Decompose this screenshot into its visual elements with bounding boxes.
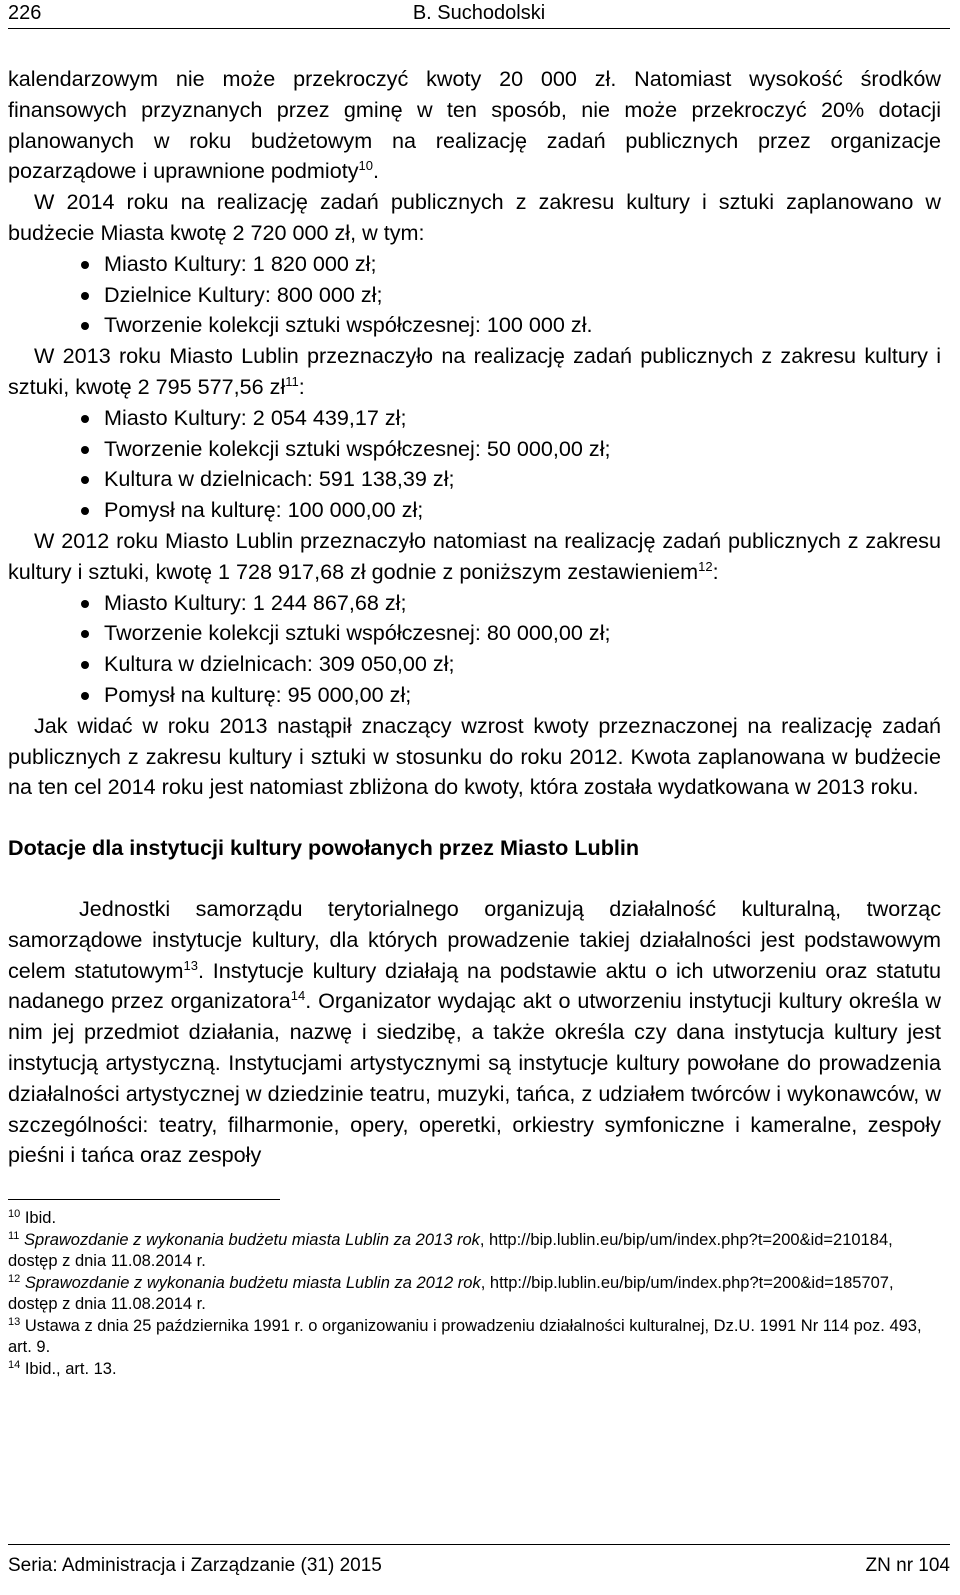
paragraph-2014: W 2014 roku na realizację zadań publicznych z zakresu kultury i sztuki zaplanowano w budżecie Miasta kwotę 2 720 000 zł, w tym: (8, 189, 941, 245)
footnote-separator (8, 1199, 280, 1200)
footnote-number: 12 (8, 1272, 21, 1285)
footnote-ref[interactable]: 11 (285, 373, 299, 389)
list-2014 (8, 249, 941, 341)
issue-label: ZN nr 104 (865, 1555, 950, 1576)
paragraph-2012: W 2012 roku Miasto Lublin przeznaczyło natomiast na realizację zadań publicznych z zakresu kultury i sztuki, kwotę 1 728 917,68 zł godnie z poniższym zestawieniem$^{12}$: (8, 527, 941, 584)
footnote-ref[interactable]: 14 (290, 988, 306, 1004)
running-author: B. Suchodolski (412, 2, 546, 24)
list-2013 (8, 403, 941, 526)
list-item: Tworzenie kolekcji sztuki współczesnej: 50 000,00 zł; (8, 434, 941, 465)
footnote-ref[interactable]: 10 (358, 158, 373, 174)
footnote: $^{12}$ Sprawozdanie z wykonania budżetu miasta Lublin za 2012 rok, http://bip.lublin.eu/bip/um/index.php?t=200&id=185707, dostęp z dnia 11.08.2014 r. (8, 1272, 894, 1314)
footnote-number: 14 (8, 1358, 21, 1371)
list-item: Miasto Kultury: 1 820 000 zł; (8, 249, 941, 280)
footnote-number: 10 (8, 1208, 21, 1221)
list-item: Dzielnice Kultury: 800 000 zł; (8, 280, 941, 311)
list-item: Pomysł na kulturę: 95 000,00 zł; (8, 680, 941, 711)
list-item: Miasto Kultury: 1 244 867,68 zł; (8, 588, 941, 619)
footnote-ref[interactable]: 13 (183, 957, 198, 973)
paragraph-institutions: Jednostki samorządu terytorialnego organizują działalność kulturalną, tworząc samorządowe instytucje kultury, dla których prowadzenie takiej działalności jest podstawowym celem statutowym$^{13}$. Instytucje kultury działają na podstawie aktu o ich utworzeniu oraz statutu nadanego przez organizatora$^{14}$. Organizator wydając akt o utworzeniu instytucji kultury określa w nim jej przedmiot działania, nazwę i siedzibę, a także określa czy dana instytucja kultury jest instytucją artystyczną. Instytucjami artystycznymi są instytucje kultury powołane do prowadzenia działalności artystycznej w dziedzinie teatru, muzyki, tańca, z udziałem twórców i wykonawców, w szczególności: teatry, filharmonie, opery, operetki, orkiestry symfoniczne i kameralne, zespoły pieśni i tańca oraz zespoły (8, 895, 941, 1168)
page-header (8, 0, 950, 29)
footnote-number: 11 (8, 1229, 20, 1242)
footnote-ref[interactable]: 12 (698, 558, 713, 574)
page-footer (8, 1544, 950, 1576)
list-item: Miasto Kultury: 2 054 439,17 zł; (8, 403, 941, 434)
footnote: $^{14}$ Ibid., art. 13. (8, 1358, 117, 1378)
footnote-number: 13 (8, 1315, 21, 1328)
footnote: $^{10}$ Ibid. (8, 1208, 57, 1228)
paragraph: kalendarzowym nie może przekroczyć kwoty 20 000 zł. Natomiast wysokość środków finansowych przyznanych przez gminę w ten sposób, nie może przekroczyć 20% dotacji planowanych w roku budżetowym na realizację zadań publicznych przez organizacje pozarządowe i uprawnione podmioty$^{10}$. (8, 66, 941, 184)
footnote: $^{13}$ Ustawa z dnia 25 października 1991 r. o organizowaniu i prowadzeniu działalności kulturalnej, Dz.U. 1991 Nr 114 poz. 493, art. 9. (8, 1315, 922, 1357)
list-item: Kultura w dzielnicach: 591 138,39 zł; (8, 464, 941, 495)
list-item: Kultura w dzielnicach: 309 050,00 zł; (8, 649, 941, 680)
page-body (8, 64, 941, 1380)
list-item: Tworzenie kolekcji sztuki współczesnej: 80 000,00 zł; (8, 618, 941, 649)
paragraph-2013: W 2013 roku Miasto Lublin przeznaczyło na realizację zadań publicznych z zakresu kultury i sztuki, kwotę 2 795 577,56 $zł^{11}$: (8, 343, 941, 399)
series-label: Seria: Administracja i Zarządzanie (31) 2015 (8, 1555, 382, 1576)
list-item: Tworzenie kolekcji sztuki współczesnej: 100 000 zł. (8, 310, 941, 341)
list-2012 (8, 588, 941, 711)
list-item: Pomysł na kulturę: 100 000,00 zł; (8, 495, 941, 526)
footnote: $^{11}$ Sprawozdanie z wykonania budżetu miasta Lublin za 2013 rok, http://bip.lublin.eu/bip/um/index.php?t=200&id=210184, dostęp z dnia 11.08.2014 r. (8, 1229, 893, 1271)
paragraph-comparison: Jak widać w roku 2013 nastąpił znaczący wzrost kwoty przeznaczonej na realizację zadań publicznych z zakresu kultury i sztuki w stosunku do roku 2012. Kwota zaplanowana w budżecie na ten cel 2014 roku jest natomiast zbliżona do kwoty, która została wydatkowana w 2013 roku. (8, 712, 941, 800)
section-heading: Dotacje dla instytucji kultury powołanych przez Miasto Lublin (8, 835, 640, 861)
page-number: 226 (8, 2, 42, 24)
